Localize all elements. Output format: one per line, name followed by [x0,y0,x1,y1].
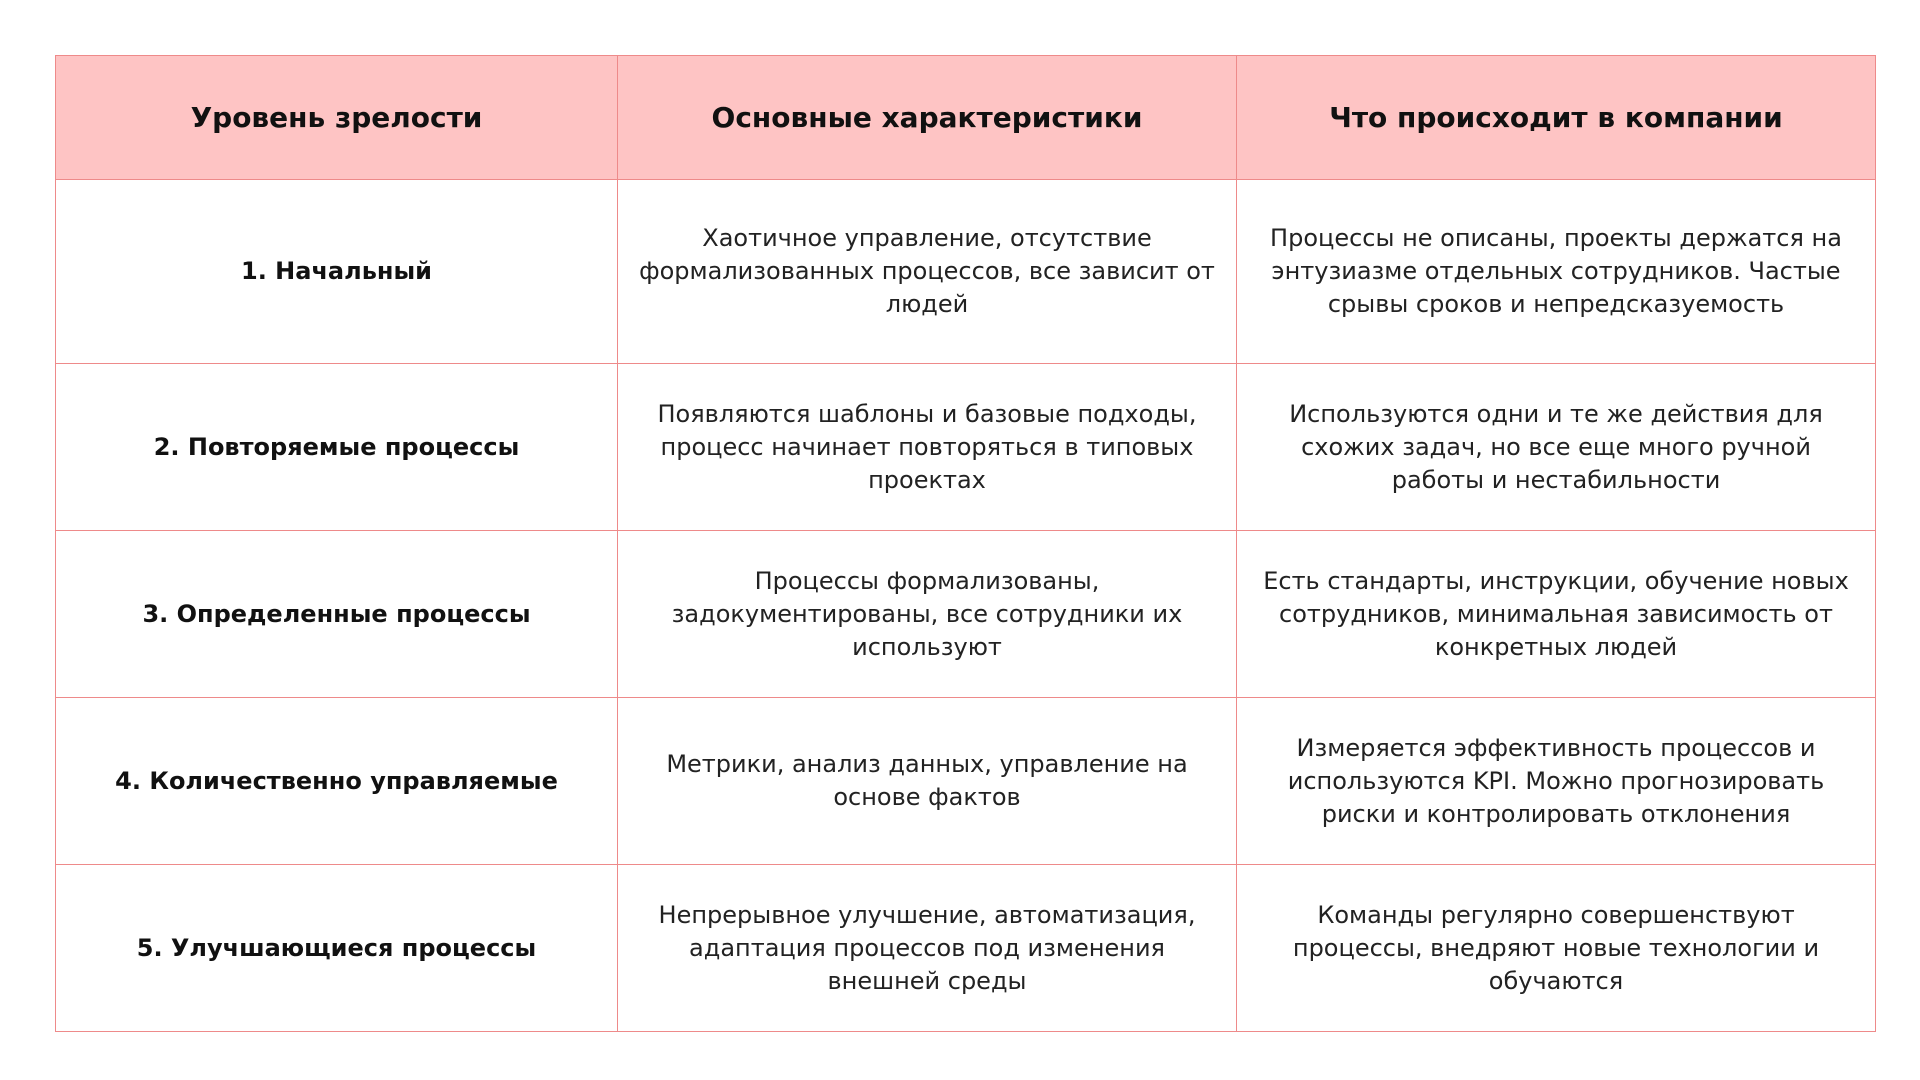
company-cell: Измеряется эффективность процессов и используются KPI. Можно прогнозировать риски и контролировать отклонения [1237,698,1876,865]
company-cell: Есть стандарты, инструкции, обучение новых сотрудников, минимальная зависимость от конкретных людей [1237,531,1876,698]
table-row [56,698,1876,865]
characteristics-cell: Метрики, анализ данных, управление на основе фактов [618,698,1237,865]
characteristics-cell: Появляются шаблоны и базовые подходы, процесс начинает повторяться в типовых проектах [618,364,1237,531]
table-row [56,364,1876,531]
header-company: Что происходит в компании [1237,56,1876,180]
company-cell: Процессы не описаны, проекты держатся на энтузиазме отдельных сотрудников. Частые срывы сроков и непредсказуемость [1237,180,1876,364]
company-cell: Команды регулярно совершенствуют процессы, внедряют новые технологии и обучаются [1237,865,1876,1032]
level-cell: 5. Улучшающиеся процессы [56,865,618,1032]
level-cell: 1. Начальный [56,180,618,364]
table-row [56,865,1876,1032]
header-characteristics: Основные характеристики [618,56,1237,180]
company-cell: Используются одни и те же действия для схожих задач, но все еще много ручной работы и нестабильности [1237,364,1876,531]
header-maturity-level: Уровень зрелости [56,56,618,180]
header-row [56,56,1876,180]
table-row [56,531,1876,698]
level-cell: 4. Количественно управляемые [56,698,618,865]
level-cell: 2. Повторяемые процессы [56,364,618,531]
table-row [56,180,1876,364]
characteristics-cell: Непрерывное улучшение, автоматизация, адаптация процессов под изменения внешней среды [618,865,1237,1032]
characteristics-cell: Процессы формализованы, задокументированы, все сотрудники их используют [618,531,1237,698]
level-cell: 3. Определенные процессы [56,531,618,698]
maturity-table [55,55,1876,1032]
table-body [56,180,1876,1032]
table-header [56,56,1876,180]
characteristics-cell: Хаотичное управление, отсутствие формализованных процессов, все зависит от людей [618,180,1237,364]
